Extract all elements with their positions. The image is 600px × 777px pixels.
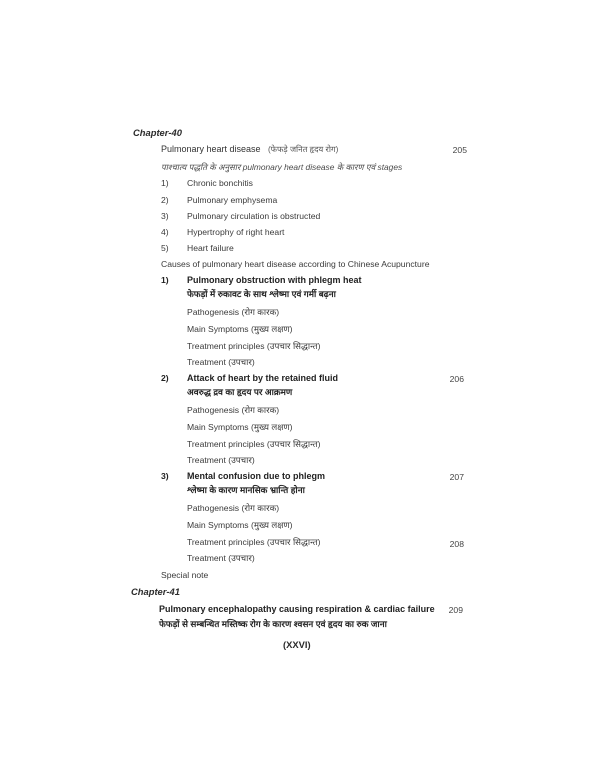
section-number: 3) (161, 471, 169, 481)
page-roman-numeral: (XXVI) (283, 639, 311, 650)
section-subitem[interactable]: Treatment (उपचार) (187, 357, 255, 367)
section-subitem[interactable]: Main Symptoms (मुख्य लक्षण) (187, 324, 293, 334)
cause-number: 1) (161, 178, 169, 188)
section-subitem[interactable]: Main Symptoms (मुख्य लक्षण) (187, 520, 293, 530)
section-subitem[interactable]: Treatment principles (उपचार सिद्धान्त) (187, 439, 321, 449)
section-subitem[interactable]: Treatment (उपचार) (187, 553, 255, 563)
section-subitem[interactable]: Main Symptoms (मुख्य लक्षण) (187, 422, 293, 432)
chapter-41-page-number: 209 (448, 605, 463, 615)
section-title[interactable]: Mental confusion due to phlegm (187, 471, 325, 481)
chapter-41-title[interactable]: Pulmonary encephalopathy causing respiration & cardiac failure (159, 604, 435, 614)
special-note[interactable]: Special note (161, 570, 209, 580)
section-subitem[interactable]: Treatment principles (उपचार सिद्धान्त) (187, 341, 321, 351)
chapter-40-title-hindi: (फेफड़े जनित हृदय रोग) (267, 145, 339, 154)
section-subitem[interactable]: Treatment (उपचार) (187, 455, 255, 465)
chapter-41-label: Chapter-41 (131, 586, 180, 597)
section-subitem[interactable]: Pathogenesis (रोग कारक) (187, 307, 280, 317)
cause-item: Pulmonary emphysema (187, 195, 278, 205)
cause-item: Heart failure (187, 243, 234, 253)
cause-number: 2) (161, 195, 169, 205)
chapter-40-intro: पाश्चात्य पद्धति के अनुसार pulmonary heart disease के कारण एवं stages (161, 162, 403, 172)
chapter-41-title-hindi: फेफड़ों से सम्बन्धित मस्तिष्क रोग के कारण श्वसन एवं हृदय का रुक जाना (159, 619, 387, 629)
chapter-40-title-row[interactable] (161, 144, 338, 155)
cause-item: Hypertrophy of right heart (187, 227, 285, 237)
section-title[interactable]: Attack of heart by the retained fluid (187, 373, 339, 383)
section-title[interactable]: Pulmonary obstruction with phlegm heat (187, 275, 362, 285)
section-number: 2) (161, 373, 169, 383)
chinese-causes-heading: Causes of pulmonary heart disease according to Chinese Acupuncture (161, 259, 430, 269)
chapter-40-title: Pulmonary heart disease (161, 144, 261, 154)
cause-number: 3) (161, 211, 169, 221)
section-subitem[interactable]: Pathogenesis (रोग कारक) (187, 405, 280, 415)
cause-item: Chronic bonchitis (187, 178, 253, 188)
section-subitem[interactable]: Pathogenesis (रोग कारक) (187, 503, 280, 513)
section-page-number: 206 (449, 374, 464, 384)
section-number: 1) (161, 275, 169, 285)
cause-number: 4) (161, 227, 169, 237)
section-subitem[interactable]: Treatment principles (उपचार सिद्धान्त) (187, 537, 321, 547)
section-page-number: 207 (449, 472, 464, 482)
section-title-hindi: अवरुद्ध द्रव का हृदय पर आक्रमण (187, 387, 293, 397)
chapter-40-page-number: 205 (452, 145, 467, 155)
section-title-hindi: श्लेष्मा के कारण मानसिक भ्रान्ति होना (187, 485, 305, 495)
subitem-page-number: 208 (449, 539, 464, 549)
cause-item: Pulmonary circulation is obstructed (187, 211, 321, 221)
chapter-40-label: Chapter-40 (133, 127, 182, 138)
cause-number: 5) (161, 243, 169, 253)
section-title-hindi: फेफड़ों में रुकावट के साथ श्लेष्मा एवं गर्मी बढ़ना (187, 289, 336, 299)
